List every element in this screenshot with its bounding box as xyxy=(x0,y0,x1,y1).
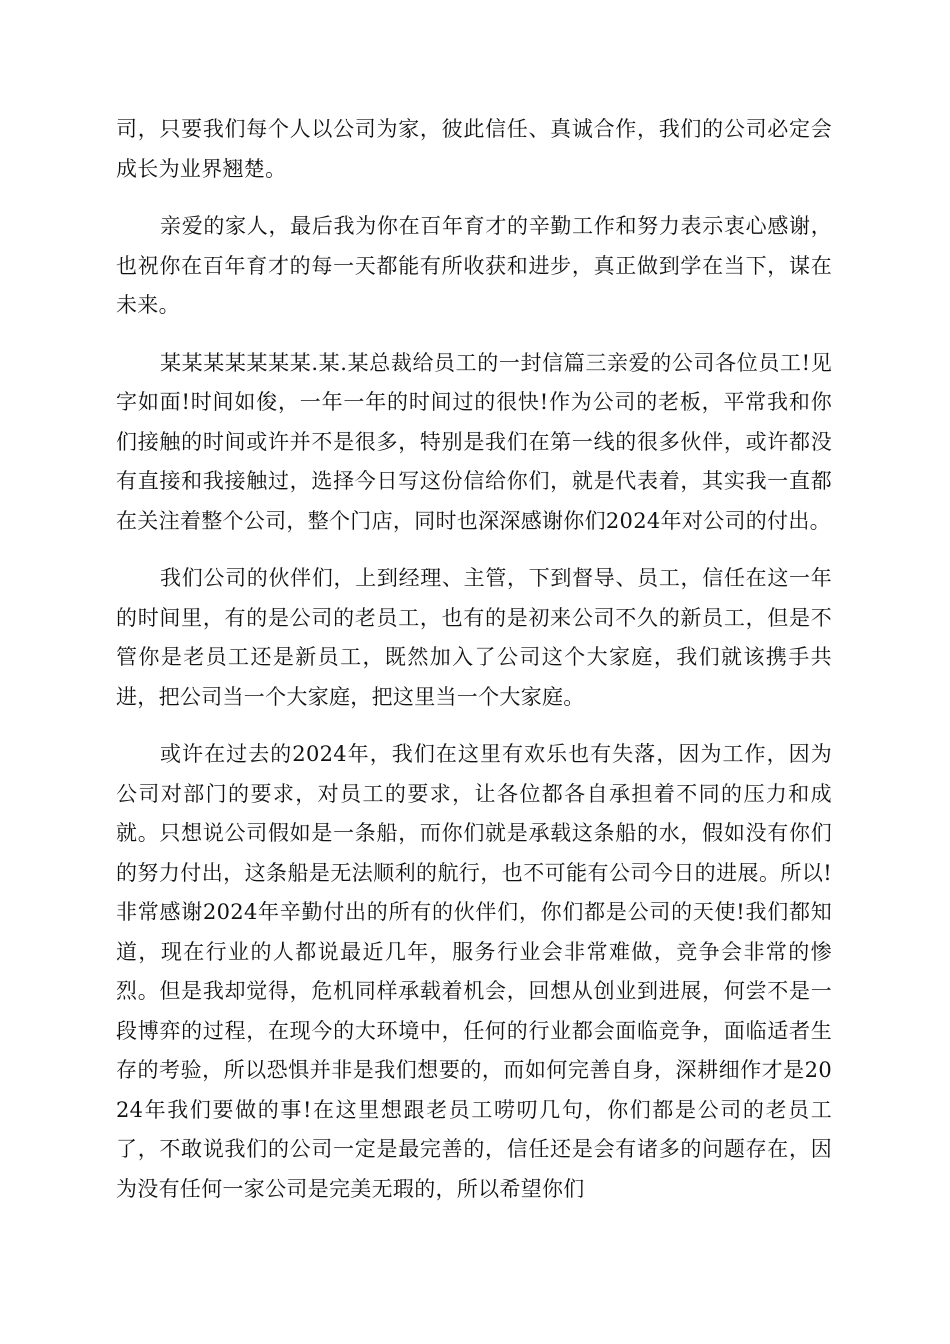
paragraph-continuation: 司，只要我们每个人以公司为家，彼此信任、真诚合作，我们的公司必定会成长为业界翘楚。 xyxy=(116,117,832,181)
document-body xyxy=(116,110,832,1227)
paragraph-past-year: 或许在过去的2024年，我们在这里有欢乐也有失落，因为工作，因为公司对部门的要求，对员工的要求，让各位都各自承担着不同的压力和成就。只想说公司假如是一条船，而你们就是承载这条船的水，假如没有你们的努力付出，这条船是无法顺利的航行，也不可能有公司今日的进展。所以!非常感谢2024年辛勤付出的所有的伙伴们，你们都是公司的天使!我们都知道，现在行业的人都说最近几年，服务行业会非常难做，竞争会非常的惨烈。但是我却觉得，危机同样承载着机会，回想从创业到进展，何尝不是一段博弈的过程，在现今的大环境中，任何的行业都会面临竞争，面临适者生存的考验，所以恐惧并非是我们想要的，而如何完善自身，深耕细作才是2024年我们要做的事!在这里想跟老员工唠叨几句，你们都是公司的老员工了，不敢说我们的公司一定是最完善的，信任还是会有诸多的问题存在，因为没有任何一家公司是完美无瑕的，所以希望你们 xyxy=(116,742,832,1201)
paragraph-letter-opening: 某某某某某某某.某.某总裁给员工的一封信篇三亲爱的公司各位员工!见字如面!时间如俊，一年一年的时间过的很快!作为公司的老板，平常我和你们接触的时间或许并不是很多，特别是我们在第一线的很多伙伴，或许都没有直接和我接触过，选择今日写这份信给你们，就是代表着，其实我一直都在关注着整个公司，整个门店，同时也深深感谢你们2024年对公司的付出。 xyxy=(116,350,832,533)
paragraph-thanks: 亲爱的家人，最后我为你在百年育才的辛勤工作和努力表示衷心感谢，也祝你在百年育才的每一天都能有所收获和进步，真正做到学在当下，谋在未来。 xyxy=(116,214,832,317)
paragraph-partners: 我们公司的伙伴们，上到经理、主管，下到督导、员工，信任在这一年的时间里，有的是公司的老员工，也有的是初来公司不久的新员工，但是不管你是老员工还是新员工，既然加入了公司这个大家庭，我们就该携手共进，把公司当一个大家庭，把这里当一个大家庭。 xyxy=(116,566,832,709)
